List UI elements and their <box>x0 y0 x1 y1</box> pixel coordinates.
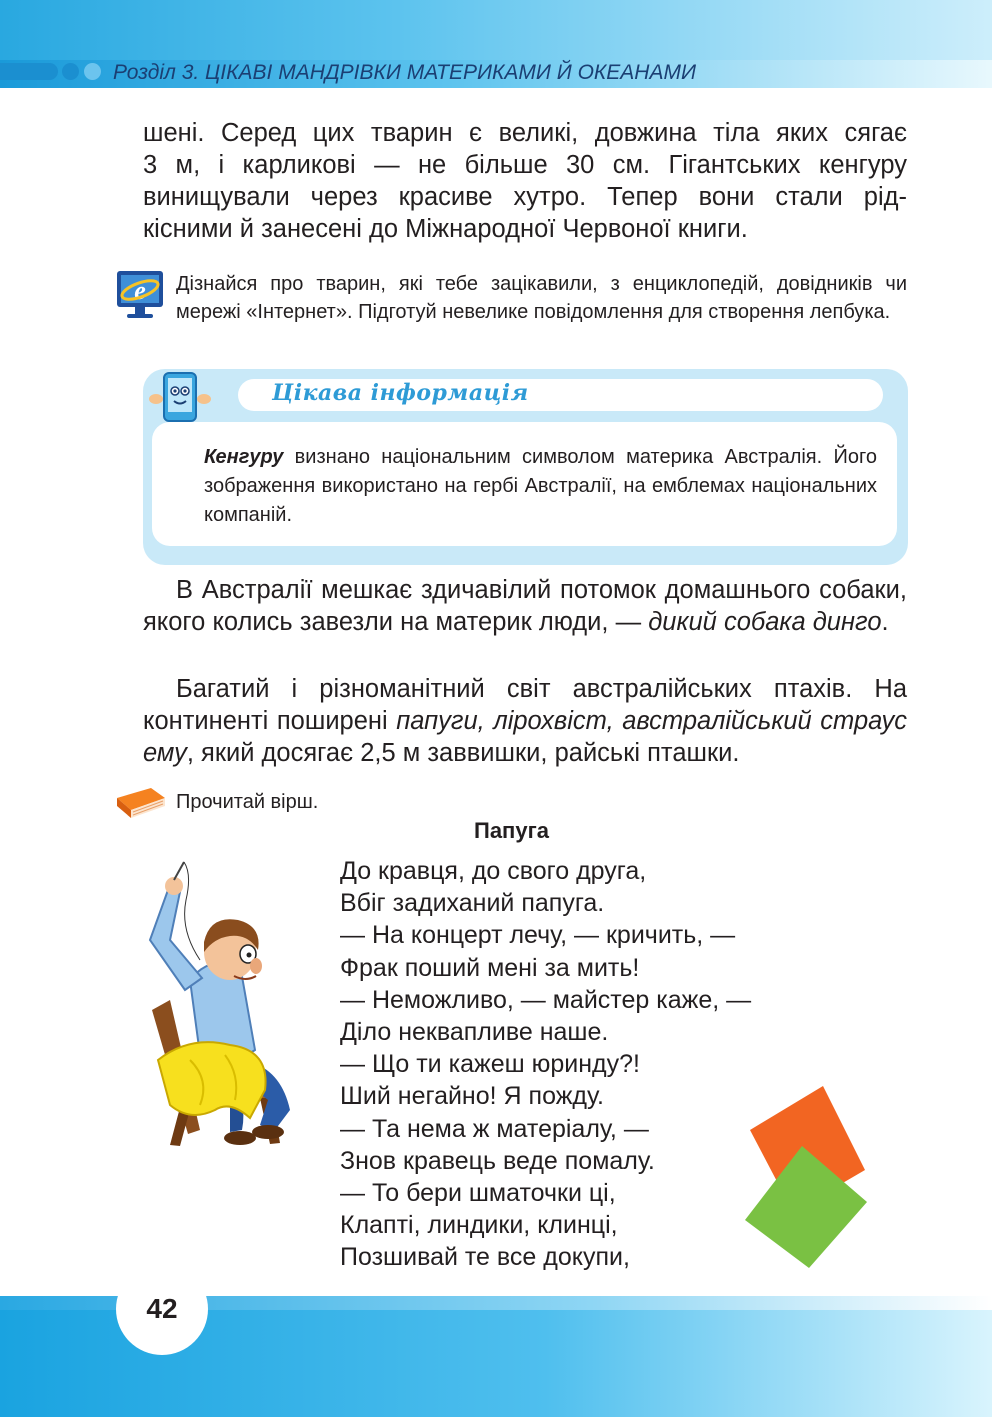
poem-line: — Що ти кажеш юринду?! <box>340 1050 640 1079</box>
poem-line: Позшивай те все докупи, <box>340 1243 630 1272</box>
fabric-swatches-illustration <box>745 1082 870 1270</box>
birds-paragraph <box>143 673 907 769</box>
poem-line: До кравця, до свого друга, <box>340 857 647 885</box>
poem-line: — То бери шматочки ці, <box>340 1179 616 1208</box>
dingo-paragraph <box>143 574 907 638</box>
intro-line: кісними й занесені до Міжнародної Червоної книги. <box>143 215 748 243</box>
reading-task-text: Прочитай вірш. <box>176 791 319 813</box>
intro-line: 3 м, і карликові — не більше 30 см. Гігантських кенгуру <box>143 151 907 179</box>
poem-title: Папуга <box>474 818 549 843</box>
intro-line: шені. Серед цих тварин є великі, довжина тіла яких сягає <box>143 119 907 147</box>
dingo-term: дикий собака динго <box>648 608 882 636</box>
info-box-term: Кенгуру <box>204 446 284 468</box>
page-number: 42 <box>146 1293 178 1324</box>
birds-list: папуги, лірохвіст, австралійський страус ему <box>143 707 907 767</box>
poem-line: — Неможливо, — майстер каже, — <box>340 985 752 1014</box>
intro-paragraph <box>143 117 907 245</box>
poem-line: Знов кравець веде помалу. <box>340 1146 655 1175</box>
svg-text:e: e <box>134 276 146 305</box>
poem-line: — Та нема ж матеріалу, — <box>340 1114 649 1143</box>
birds-text-end: , який досягає 2,5 м заввишки, райські пташки. <box>186 739 740 767</box>
intro-line: винищували через красиве хутро. Тепер вони стали рід- <box>143 183 907 211</box>
poem-line: Клапті, линдики, клинці, <box>340 1211 618 1240</box>
poem-line: Вбіг задиханий папуга. <box>340 889 605 918</box>
birds-text-start: Багатий і різноманітний світ австралійських птахів. На континенті поширені <box>143 675 907 735</box>
info-box-body: визнано національним символом материка Австралія. Його зображення використано на гербі Австралії, на емблемах національних компаній. <box>204 446 877 526</box>
header-dot <box>84 63 101 80</box>
internet-explorer-icon <box>115 269 165 321</box>
header-background <box>0 0 992 60</box>
section-title: Розділ 3. ЦІКАВІ МАНДРІВКИ МАТЕРИКАМИ Й ОКЕАНАМИ <box>113 61 696 84</box>
info-box-text <box>204 443 877 530</box>
research-task-text: Дізнайся про тварин, які тебе зацікавили, з енциклопедій, довідників чи мережі «Інтернет». Підготуй невелике повідомлення для створення лепбука. <box>176 273 907 323</box>
header-accent-bar <box>0 63 58 80</box>
poem-line: Фрак поший мені за мить! <box>340 953 640 982</box>
poem-body <box>340 855 751 1274</box>
poem-line: Ший негайно! Я пожду. <box>340 1082 604 1111</box>
poem-line: Діло неквапливе наше. <box>340 1018 609 1047</box>
poem-line: — На концерт лечу, — кричить, — <box>340 921 736 950</box>
book-icon <box>113 784 169 820</box>
tailor-illustration <box>130 860 330 1150</box>
dingo-text: В Австралії мешкає здичавілий потомок домашнього собаки, якого колись завезли на материк люди, — <box>143 576 907 636</box>
dingo-end: . <box>881 608 889 636</box>
info-box-title: Цікава інформація <box>272 380 529 406</box>
header-dot <box>62 63 79 80</box>
